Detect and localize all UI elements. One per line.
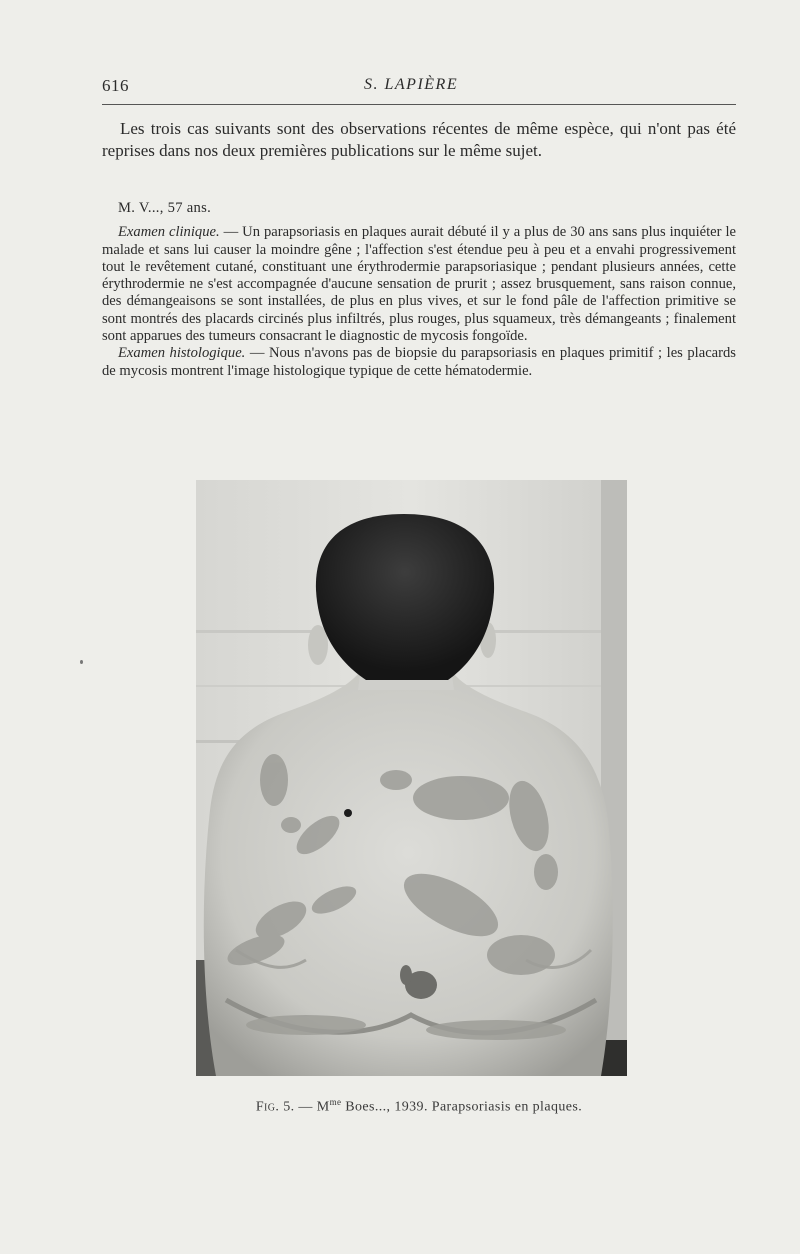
figure-caption (102, 1097, 736, 1116)
patient-back-photograph (196, 480, 627, 1076)
histology-paragraph (102, 345, 736, 380)
figure-label: Fig. 5. (255, 1099, 295, 1115)
clinical-label: Examen clinique. (118, 224, 220, 241)
clinical-text: — Un parapsoriasis en plaques aurait débuté il y a plus de 30 ans sans plus inquiéter le malade et sans lui causer la moindre gêne ; l'affection s'est étendue peu à peu et a envahi progressivement tout le revêtement cutané, constituant une érythrodermie parapsoriasique ; pendant plusieurs années, cette érythrodermie ne s'est accompagnée d'aucune sensation de prurit ; assez brusquement, sans raison connue, des démangeaisons se sont installées, de plus en plus vives, et sur le fond pâle de l'affection primitive se sont montrés des placards circinés plus infiltrés, plus rouges, plus squameux, très démangeants ; finalement sont apparues des tumeurs consacrant le diagnostic de mycosis fongoïde. (102, 224, 736, 345)
observation-block (102, 200, 736, 380)
figure-dash: — M (294, 1099, 330, 1115)
running-head: S. LAPIÈRE (364, 76, 459, 93)
print-speck (80, 660, 83, 664)
intro-paragraph: Les trois cas suivants sont des observations récentes de même espèce, qui n'ont pas été reprises dans nos deux premières publications sur le même sujet. (102, 119, 736, 160)
figure-superscript: me (329, 1097, 342, 1107)
histology-text: — Nous n'avons pas de biopsie du parapsoriasis en plaques primitif ; les placards de mycosis montrent l'image histologique typique de cette hématodermie. (102, 345, 736, 379)
clinical-paragraph (102, 224, 736, 345)
histology-label: Examen histologique. (118, 345, 246, 362)
page-number: 616 (102, 76, 129, 95)
figure-text: Boes..., 1939. Parapsoriasis en plaques. (341, 1099, 583, 1115)
patient-heading: M. V..., 57 ans. (118, 200, 212, 216)
header-rule (102, 104, 736, 105)
page-header (102, 74, 736, 102)
